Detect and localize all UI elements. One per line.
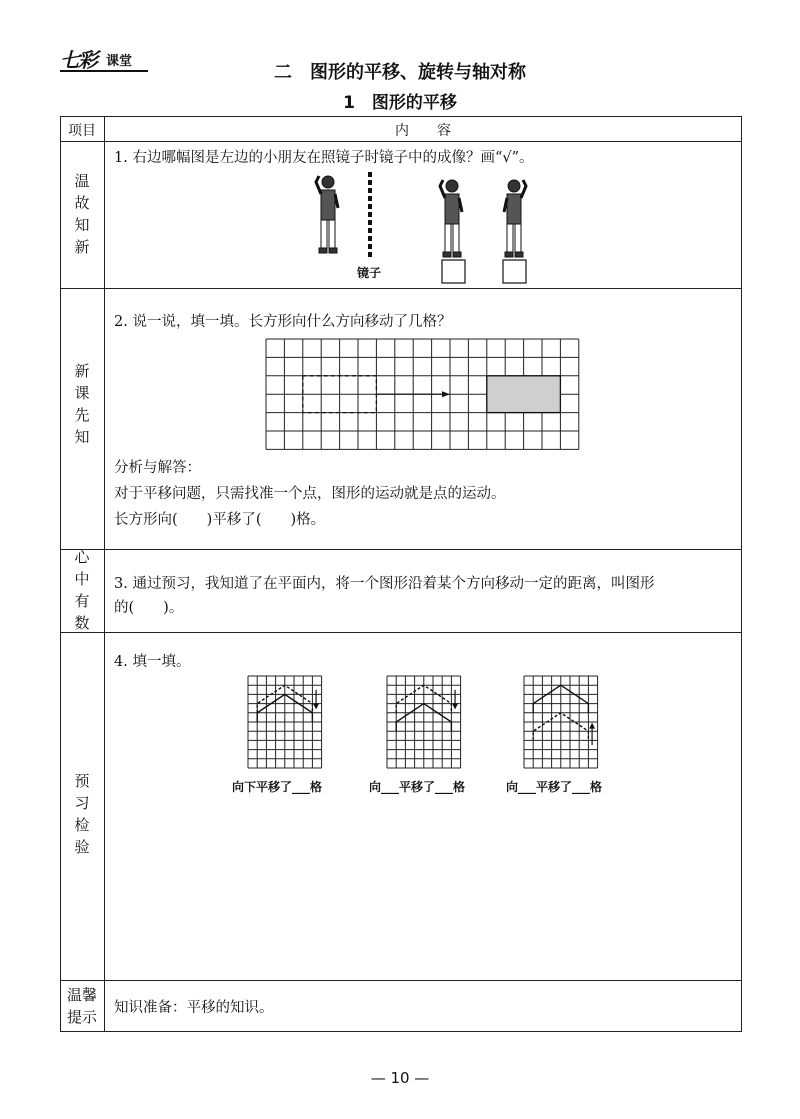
shape-grid-c [524, 676, 598, 770]
fill-blank-2: 长方形向( )平移了( )格。 [114, 512, 326, 528]
row-label-preview [60, 360, 104, 448]
row-label-tip [60, 984, 104, 1028]
row-label-summary [60, 546, 104, 634]
child-figure-original [316, 176, 338, 253]
mirror-label: 镜子 [357, 266, 382, 280]
question-2: 2. 说一说，填一填。长方形向什么方向移动了几格？ [114, 314, 452, 330]
direction-arrow-head [589, 723, 595, 729]
analysis-title: 分析与解答： [114, 460, 201, 476]
answer-box-b [503, 260, 526, 283]
moved-rectangle [487, 376, 561, 413]
mirror-figures [0, 0, 800, 300]
shape-grid-a [248, 676, 322, 770]
header-content: 内 容 [395, 123, 451, 139]
chapter-title: 二 图形的平移、旋转与轴对称 [274, 62, 526, 83]
direction-arrow-head [452, 703, 458, 709]
row-label-text: 温馨提示 [66, 986, 97, 1026]
analysis-text: 对于平移问题，只需找准一个点，图形的运动就是点的运动。 [114, 486, 506, 502]
move-arrow-head [442, 391, 450, 397]
direction-arrow-head [313, 703, 319, 709]
logo-main-text: 七彩 [60, 48, 96, 72]
row-label-text: 心中有数 [74, 548, 90, 632]
logo-sub-text: 课堂 [106, 54, 133, 69]
answer-box-a [442, 260, 465, 283]
shape-grid-b [387, 676, 461, 770]
question-3-line1: 3. 通过预习，我知道了在平面内，将一个图形沿着某个方向移动一定的距离，叫图形 [114, 576, 655, 592]
row-label-text: 温故知新 [74, 172, 90, 256]
translation-grid [266, 339, 582, 449]
header-project: 项目 [68, 123, 96, 139]
child-figure-option-b [504, 180, 526, 257]
caption-a: 向下平移了___格 [232, 780, 323, 794]
table-row-divider [60, 549, 742, 550]
question-1: 1. 右边哪幅图是左边的小朋友在照镜子时镜子中的成像？画“√”。 [114, 150, 534, 166]
tip-text: 知识准备：平移的知识。 [114, 1000, 274, 1016]
row-label-check [60, 770, 104, 858]
table-row-divider [60, 980, 742, 981]
question-4: 4. 填一填。 [114, 654, 191, 670]
table-row-divider [60, 632, 742, 633]
row-label-text: 新课先知 [74, 362, 90, 446]
row-label-text: 预习检验 [74, 772, 90, 856]
caption-c: 向___平移了___格 [506, 780, 603, 794]
page-number: — 10 — [370, 1069, 430, 1087]
child-figure-option-a [440, 180, 462, 257]
caption-b: 向___平移了___格 [369, 780, 466, 794]
question-3-line2: 的( )。 [114, 600, 184, 616]
section-title: 1 图形的平移 [343, 93, 457, 113]
